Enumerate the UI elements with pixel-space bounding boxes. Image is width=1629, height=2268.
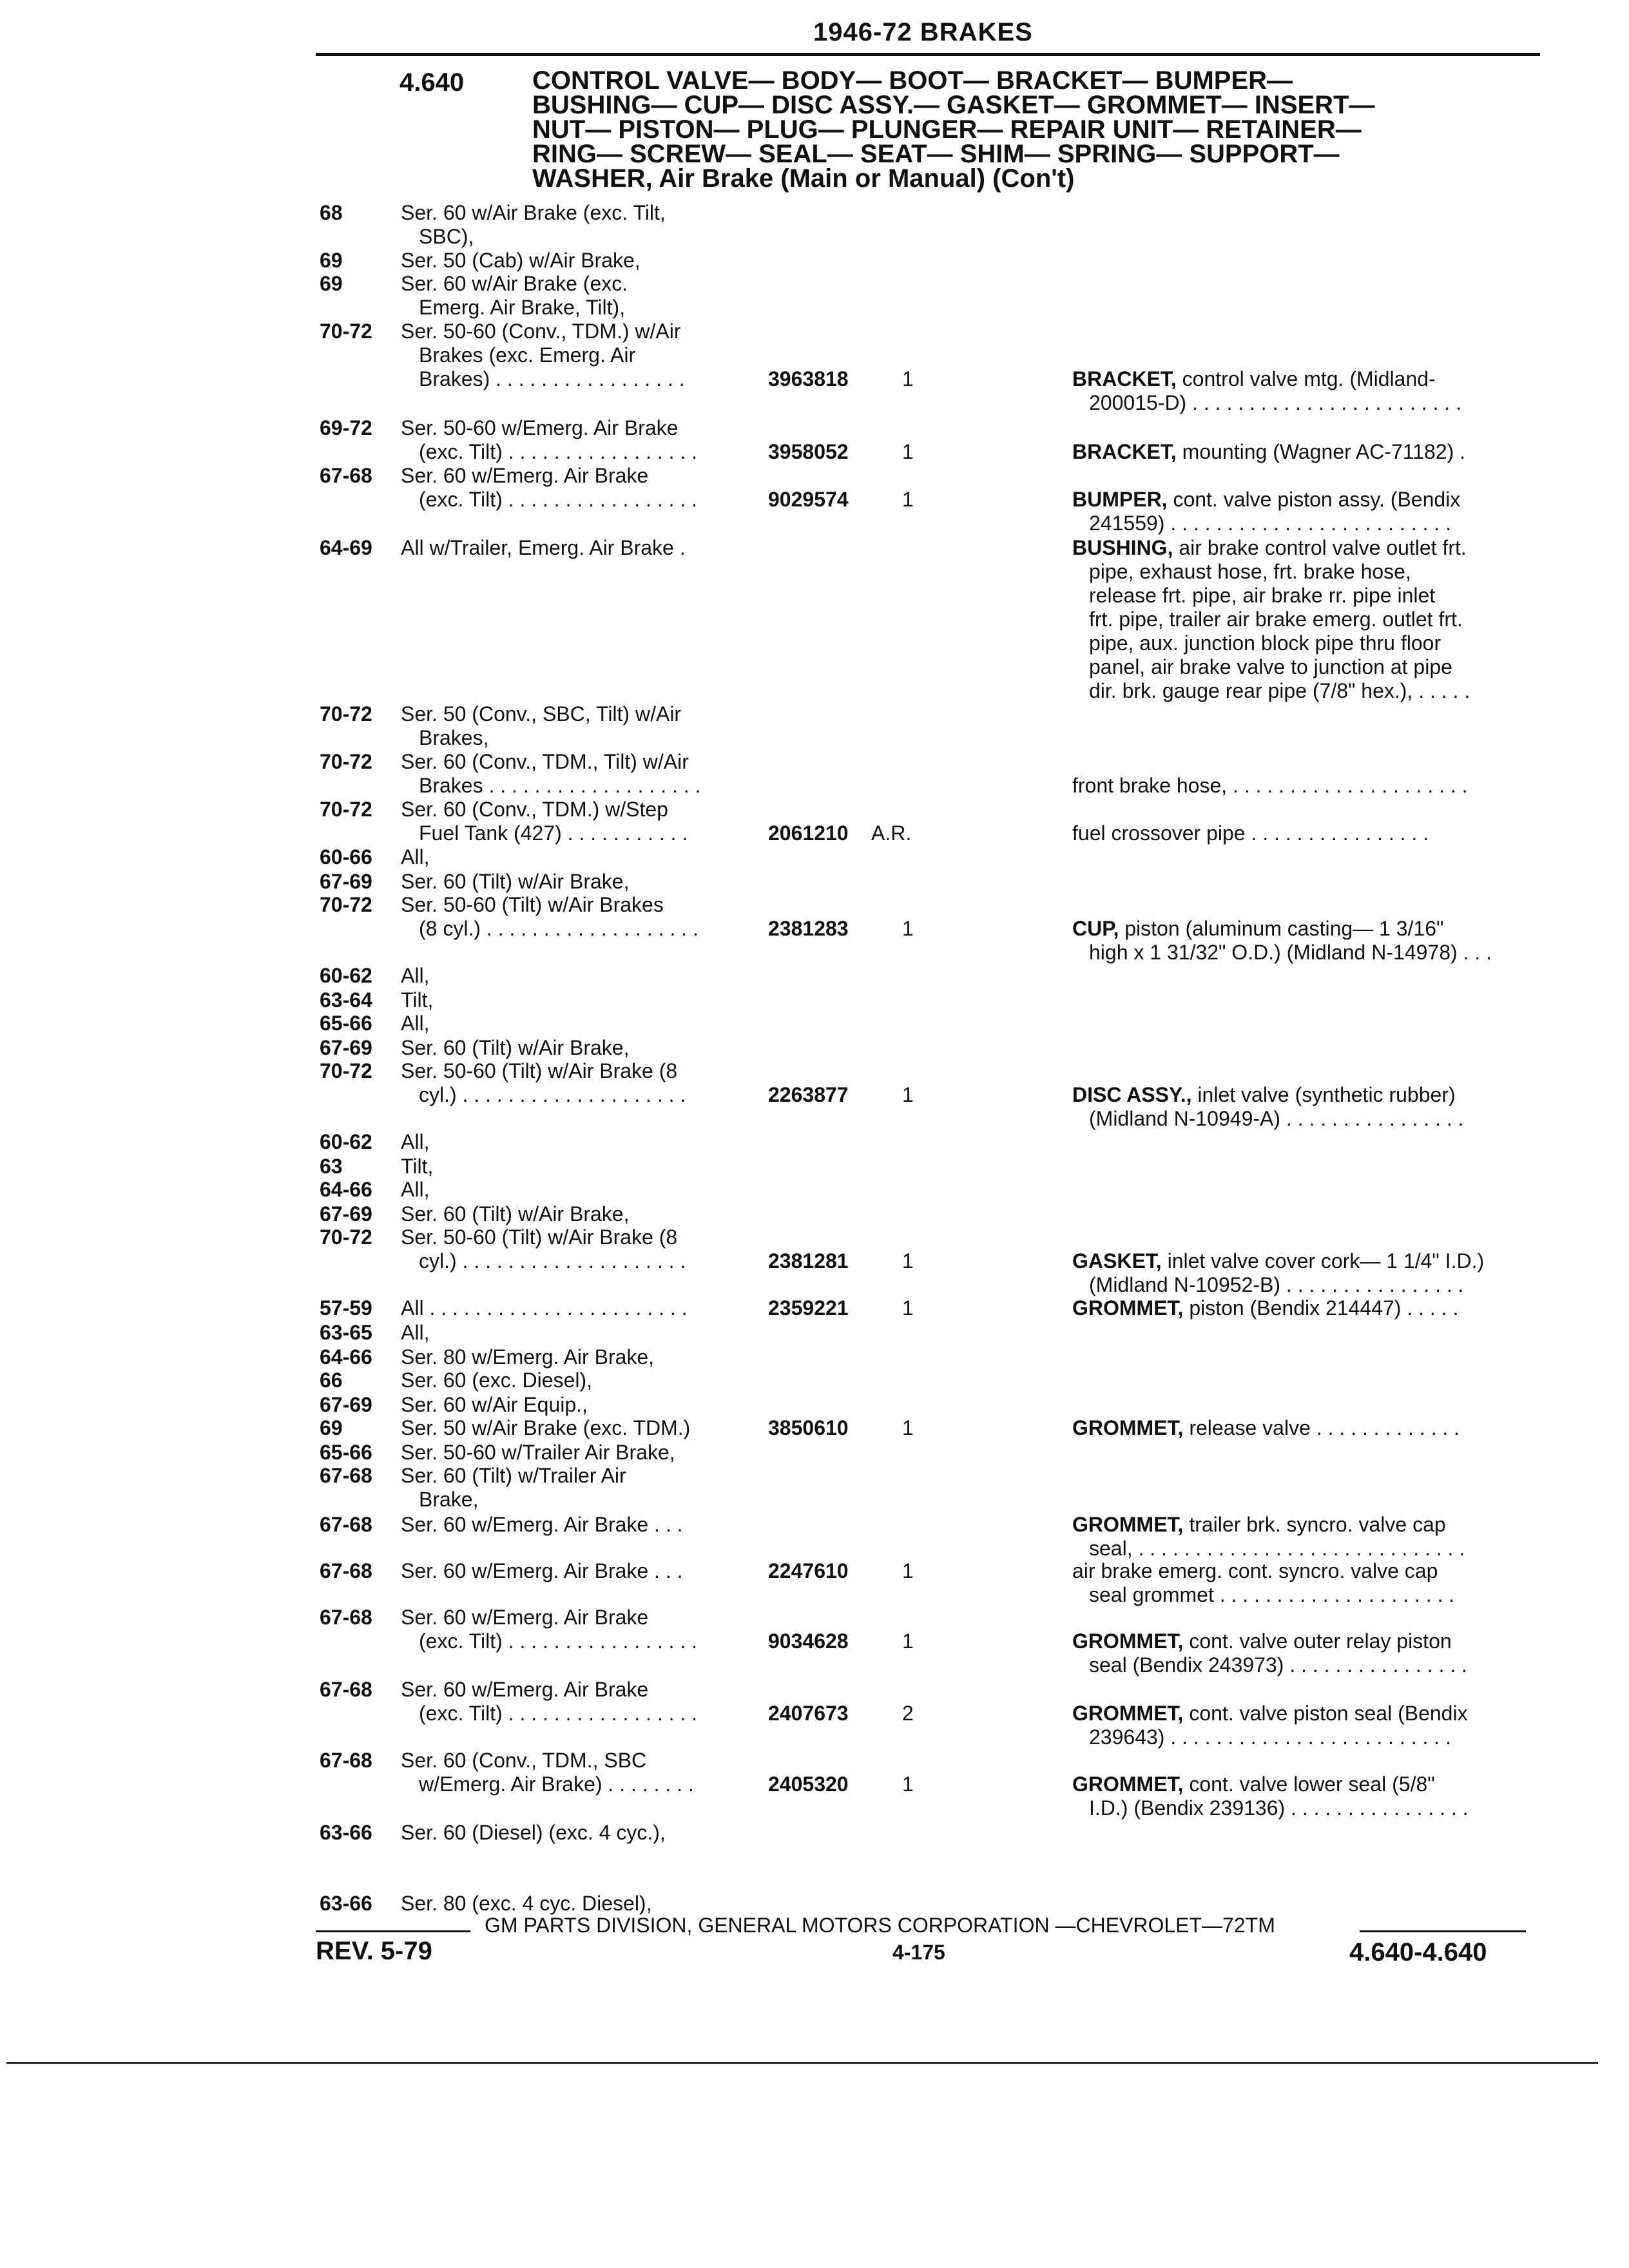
description-text: air brake emerg. cont. syncro. valve cap [1072,1559,1438,1582]
application-line: (exc. Tilt) . . . . . . . . . . . . . . . . . [419,1702,698,1725]
application-line: Ser. 60 w/Emerg. Air Brake [401,1606,649,1629]
application [401,1369,762,1392]
application-line: Ser. 50-60 (Tilt) w/Air Brakes [401,893,664,916]
section-title-line: NUT— PISTON— PLUG— PLUNGER— REPAIR UNIT— RETAINER— [532,115,1362,144]
description-keyword: GROMMET, [1072,1513,1184,1536]
part-number: 3850610 [768,1416,849,1439]
description-line [1072,774,1543,798]
part-number: 2359221 [768,1296,849,1320]
description [1072,1513,1543,1561]
description-text: piston (Bendix 214447) . . . . . [1183,1296,1459,1320]
application [401,536,762,560]
application-line: Ser. 60 w/Air Equip., [401,1393,588,1416]
model-years: 67-68 [320,1678,372,1701]
page-bottom-rule [6,2062,1598,2064]
application-line: All, [401,964,430,987]
description [1072,1083,1543,1131]
application-line: Ser. 50-60 (Conv., TDM.) w/Air [401,320,681,343]
application [401,1441,762,1465]
quantity: 1 [902,367,914,390]
model-years: 67-69 [320,870,372,893]
application [401,201,762,249]
application-line: Brakes) . . . . . . . . . . . . . . . . . [419,367,685,390]
description-line [1072,440,1543,464]
description-text: inlet valve cover cork— 1 1/4" I.D.) [1161,1249,1485,1273]
model-years: 67-68 [320,1559,372,1582]
quantity: 1 [902,1629,914,1653]
application [401,1464,762,1512]
description [1072,1296,1543,1320]
header-rule [316,53,1540,56]
application [401,964,762,988]
model-years: 65-66 [320,1012,372,1035]
description-text: (Midland N-10949-A) . . . . . . . . . . . . . . . . [1089,1107,1464,1130]
application-line: w/Emerg. Air Brake) . . . . . . . . [419,1773,694,1796]
application-line: Brake, [419,1488,479,1511]
model-years: 67-69 [320,1202,372,1225]
application-line: Emerg. Air Brake, Tilt), [419,296,626,319]
application-line: (exc. Tilt) . . . . . . . . . . . . . . . . . [419,488,698,511]
application-line: Ser. 50 (Cab) w/Air Brake, [401,249,641,272]
part-number: 2263877 [768,1083,849,1106]
model-years: 68 [320,201,343,224]
description [1072,1559,1543,1607]
model-years: 63-66 [320,1821,372,1844]
application [401,1416,762,1440]
application-line: Ser. 50-60 (Tilt) w/Air Brake (8 [401,1059,678,1082]
section-title-line: BUSHING— CUP— DISC ASSY.— GASKET— GROMMET— INSERT— [532,91,1375,119]
application-line: Ser. 50 w/Air Brake (exc. TDM.) [401,1416,691,1439]
part-number: 3963818 [768,367,849,390]
model-years: 63-66 [320,1892,372,1915]
application [401,320,762,391]
description [1072,1702,1543,1749]
application [401,1012,762,1035]
description-line [1072,560,1543,584]
description-text: 200015-D) . . . . . . . . . . . . . . . . . . . . . . . . [1089,391,1461,414]
description [1072,536,1543,703]
application-line: Ser. 60 (Tilt) w/Air Brake, [401,1036,630,1059]
application-line: Ser. 60 (Diesel) (exc. 4 cyc.), [401,1821,666,1844]
part-number: 2061210 [768,822,849,845]
application-line: Brakes (exc. Emerg. Air [419,343,636,367]
description-line [1072,655,1543,679]
application-line: Brakes . . . . . . . . . . . . . . . . . . . [419,774,701,797]
quantity: 1 [902,1083,914,1106]
section-title-line: CONTROL VALVE— BODY— BOOT— BRACKET— BUMPER— [532,66,1293,95]
description-line [1072,631,1543,655]
application [401,1892,762,1916]
application [401,1606,762,1653]
section-title-line: RING— SCREW— SEAL— SEAT— SHIM— SPRING— SUPPORT— [532,140,1340,168]
description-text: seal (Bendix 243973) . . . . . . . . . . . . . . . . [1089,1653,1467,1677]
description-text: cont. valve piston seal (Bendix [1183,1702,1468,1725]
description-text: fuel crossover pipe . . . . . . . . . . . . . . . . [1072,822,1429,845]
application [401,249,762,273]
description [1072,1773,1543,1820]
model-years: 66 [320,1369,343,1392]
model-years: 60-62 [320,1130,372,1153]
application-line: Ser. 60 (Conv., TDM., Tilt) w/Air [401,750,689,773]
application [401,1821,762,1845]
model-years: 64-66 [320,1178,372,1201]
application-line: (exc. Tilt) . . . . . . . . . . . . . . . . . [419,1629,698,1653]
footer-page-number: 4-175 [892,1941,945,1964]
application-line: Ser. 50-60 w/Emerg. Air Brake [401,416,679,439]
description-text: control valve mtg. (Midland- [1176,367,1436,390]
description-line [1072,1725,1543,1749]
application-line: All w/Trailer, Emerg. Air Brake . [401,536,686,559]
model-years: 70-72 [320,320,372,343]
description-text: panel, air brake valve to junction at pipe [1089,655,1452,678]
model-years: 67-68 [320,464,372,487]
footer-rule-right [1360,1930,1526,1932]
model-years: 60-62 [320,964,372,987]
description-text: pipe, exhaust hose, frt. brake hose, [1089,560,1411,583]
application-line: Ser. 50-60 (Tilt) w/Air Brake (8 [401,1225,678,1249]
application-line: All, [401,1178,430,1201]
description-line [1072,1796,1543,1820]
description-line [1072,1273,1543,1297]
application [401,893,762,941]
description-text: cont. valve piston assy. (Bendix [1167,488,1461,511]
description-text: dir. brk. gauge rear pipe (7/8" hex.), . . . . . [1089,679,1470,702]
description-text: high x 1 31/32" O.D.) (Midland N-14978) . . . [1089,941,1492,964]
description-line [1072,1629,1543,1653]
description-text: release frt. pipe, air brake rr. pipe inlet [1089,584,1436,607]
application [401,702,762,750]
part-number: 2381283 [768,917,849,940]
application [401,1559,762,1583]
application-line: All, [401,1321,430,1344]
description-line [1072,1702,1543,1725]
description-line [1072,367,1543,391]
application [401,1749,762,1796]
model-years: 65-66 [320,1441,372,1464]
application [401,1202,762,1226]
application [401,1059,762,1107]
application [401,416,762,464]
application [401,1155,762,1178]
description-line [1072,1296,1543,1320]
description-keyword: DISC ASSY., [1072,1083,1192,1106]
quantity: A.R. [871,822,912,845]
description-text: pipe, aux. junction block pipe thru floor [1089,631,1441,655]
application-line: Ser. 60 (Tilt) w/Air Brake, [401,870,630,893]
description-text: 239643) . . . . . . . . . . . . . . . . . . . . . . . . . [1089,1725,1451,1749]
description-line [1072,608,1543,631]
application [401,1225,762,1273]
footer-rule-left [316,1930,470,1932]
model-years: 70-72 [320,1059,372,1082]
description-line [1072,1416,1543,1440]
model-years: 70-72 [320,702,372,726]
model-years: 67-69 [320,1036,372,1059]
model-years: 60-66 [320,845,372,869]
part-number: 2407673 [768,1702,849,1725]
description-text: seal, . . . . . . . . . . . . . . . . . . . . . . . . . . . . . [1089,1537,1465,1560]
description-keyword: BUMPER, [1072,488,1168,511]
description-text: I.D.) (Bendix 239136) . . . . . . . . . . . . . . . . [1089,1796,1469,1820]
part-number: 2247610 [768,1559,849,1582]
page-title: 1946-72 BRAKES [813,18,1033,46]
part-number: 9029574 [768,488,849,511]
application-line: cyl.) . . . . . . . . . . . . . . . . . . . . [419,1083,686,1106]
description-line [1072,822,1543,845]
description-line [1072,917,1543,941]
description-line [1072,536,1543,560]
quantity: 1 [902,917,914,940]
quantity: 1 [902,488,914,511]
application-line: Tilt, [401,988,434,1012]
description-line [1072,512,1543,535]
model-years: 70-72 [320,893,372,916]
application [401,1296,762,1320]
footer-section-range: 4.640-4.640 [1349,1938,1487,1966]
model-years: 70-72 [320,750,372,773]
application-line: Ser. 60 w/Air Brake (exc. Tilt, [401,201,666,224]
application [401,1036,762,1060]
description [1072,1629,1543,1677]
application-line: All, [401,845,430,869]
application [401,1678,762,1725]
description-keyword: GROMMET, [1072,1416,1184,1439]
description-text: mounting (Wagner AC-71182) . [1176,440,1465,463]
application-line: Ser. 80 w/Emerg. Air Brake, [401,1345,655,1369]
description-line [1072,679,1543,703]
description-text: 241559) . . . . . . . . . . . . . . . . . . . . . . . . . [1089,512,1451,535]
description-text: (Midland N-10952-B) . . . . . . . . . . . . . . . . [1089,1273,1464,1296]
description-line [1072,584,1543,608]
description-line [1072,1083,1543,1107]
model-years: 67-68 [320,1749,372,1772]
quantity: 1 [902,440,914,463]
application [401,870,762,894]
application-line: Ser. 60 (Conv., TDM.) w/Step [401,798,668,821]
section-title-line: WASHER, Air Brake (Main or Manual) (Con't) [532,164,1075,193]
quantity: 2 [902,1702,914,1725]
application-line: SBC), [419,225,474,248]
application-line: Tilt, [401,1155,434,1178]
model-years: 64-69 [320,536,372,559]
application-line: Ser. 60 w/Emerg. Air Brake [401,1678,649,1701]
quantity: 1 [902,1416,914,1439]
application-line: Fuel Tank (427) . . . . . . . . . . . [419,822,688,845]
application [401,272,762,320]
description-text: front brake hose, . . . . . . . . . . . . . . . . . . . . . [1072,774,1468,797]
application [401,1178,762,1202]
description-line [1072,1537,1543,1561]
application-line: Ser. 60 (exc. Diesel), [401,1369,592,1392]
model-years: 67-68 [320,1464,372,1487]
description-keyword: BRACKET, [1072,367,1177,390]
application [401,464,762,512]
application-line: Ser. 60 (Conv., TDM., SBC [401,1749,647,1772]
description-keyword: GROMMET, [1072,1629,1184,1653]
model-years: 67-68 [320,1513,372,1536]
application [401,1513,762,1537]
quantity: 1 [902,1773,914,1796]
description-text: seal grommet . . . . . . . . . . . . . . . . . . . . . [1089,1583,1455,1606]
model-years: 63-65 [320,1321,372,1344]
description [1072,1249,1543,1297]
application-line: Ser. 60 (Tilt) w/Air Brake, [401,1202,630,1225]
description-text: air brake control valve outlet frt. [1173,536,1467,559]
description-text: piston (aluminum casting— 1 3/16" [1119,917,1444,940]
model-years: 69 [320,249,343,272]
application-line: (exc. Tilt) . . . . . . . . . . . . . . . . . [419,440,698,463]
application [401,845,762,869]
footer-company: GM PARTS DIVISION, GENERAL MOTORS CORPORATION —CHEVROLET—72TM [485,1914,1275,1937]
section-number: 4.640 [400,68,465,97]
application-line: Ser. 60 w/Emerg. Air Brake . . . [401,1513,683,1536]
description [1072,440,1543,464]
description-keyword: GROMMET, [1072,1296,1184,1320]
description-line [1072,1107,1543,1131]
description-keyword: BUSHING, [1072,536,1173,559]
application [401,798,762,845]
description [1072,917,1543,965]
application [401,750,762,798]
part-number: 2381281 [768,1249,849,1273]
description-text: cont. valve outer relay piston [1183,1629,1452,1653]
description-line [1072,1249,1543,1273]
footer-revision: REV. 5-79 [316,1937,432,1965]
description-line [1072,1773,1543,1796]
application-line: All, [401,1130,430,1153]
application-line: Ser. 50-60 w/Trailer Air Brake, [401,1441,675,1464]
description-line [1072,1559,1543,1583]
description-keyword: GROMMET, [1072,1773,1184,1796]
application-line: Ser. 60 w/Emerg. Air Brake [401,464,649,487]
description-text: trailer brk. syncro. valve cap [1183,1513,1446,1536]
application [401,988,762,1012]
quantity: 1 [902,1249,914,1273]
description-text: frt. pipe, trailer air brake emerg. outlet frt. [1089,608,1463,631]
description-line [1072,1513,1543,1537]
application-line: cyl.) . . . . . . . . . . . . . . . . . . . . [419,1249,686,1273]
description-text: release valve . . . . . . . . . . . . . [1183,1416,1460,1439]
description [1072,367,1543,415]
description-line [1072,1653,1543,1677]
part-number: 9034628 [768,1629,849,1653]
description-text: cont. valve lower seal (5/8" [1183,1773,1435,1796]
description [1072,822,1543,845]
description-line [1072,488,1543,512]
application-line: (8 cyl.) . . . . . . . . . . . . . . . . . . . [419,917,699,940]
model-years: 69 [320,1416,343,1439]
application [401,1393,762,1417]
application [401,1321,762,1345]
application-line: Brakes, [419,726,489,749]
part-number: 2405320 [768,1773,849,1796]
quantity: 1 [902,1559,914,1582]
application [401,1130,762,1154]
part-number: 3958052 [768,440,849,463]
description [1072,1416,1543,1440]
model-years: 63-64 [320,988,372,1012]
description [1072,488,1543,535]
model-years: 67-68 [320,1606,372,1629]
description-line [1072,1583,1543,1607]
model-years: 57-59 [320,1296,372,1320]
model-years: 64-66 [320,1345,372,1369]
application-line: Ser. 50 (Conv., SBC, Tilt) w/Air [401,702,682,726]
model-years: 70-72 [320,798,372,821]
quantity: 1 [902,1296,914,1320]
section-title [532,68,1537,191]
model-years: 67-69 [320,1393,372,1416]
model-years: 69-72 [320,416,372,439]
model-years: 63 [320,1155,343,1178]
application-line: All, [401,1012,430,1035]
application-line: All . . . . . . . . . . . . . . . . . . . . . . . [401,1296,688,1320]
description [1072,774,1543,798]
description-text: inlet valve (synthetic rubber) [1191,1083,1456,1106]
description-keyword: CUP, [1072,917,1119,940]
model-years: 70-72 [320,1225,372,1249]
application-line: Ser. 60 w/Air Brake (exc. [401,272,628,295]
description-keyword: BRACKET, [1072,440,1177,463]
description-line [1072,391,1543,415]
description-keyword: GASKET, [1072,1249,1162,1273]
application-line: Ser. 60 (Tilt) w/Trailer Air [401,1464,626,1487]
application-line: Ser. 80 (exc. 4 cyc. Diesel), [401,1892,652,1915]
description-keyword: GROMMET, [1072,1702,1184,1725]
application-line: Ser. 60 w/Emerg. Air Brake . . . [401,1559,683,1582]
model-years: 69 [320,272,343,295]
description-line [1072,941,1543,965]
application [401,1345,762,1369]
